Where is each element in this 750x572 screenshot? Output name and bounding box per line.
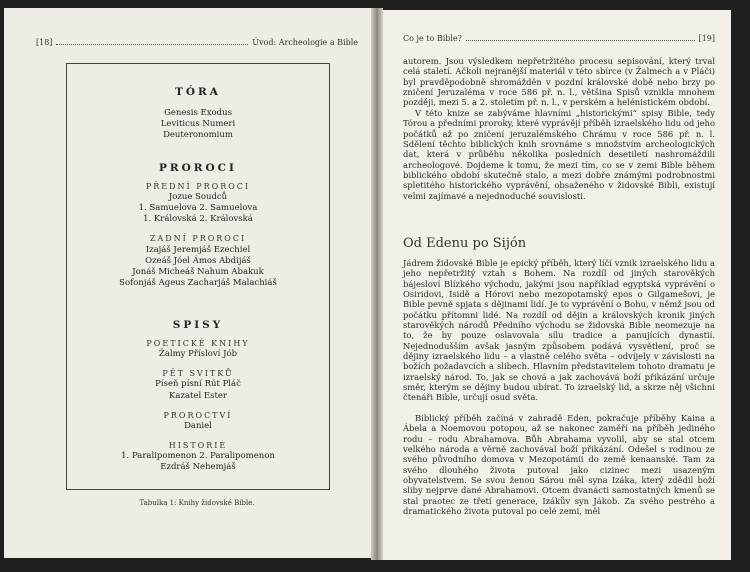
proroci-title: PROROCI (159, 162, 237, 174)
proroctvi-title: PROROCTVÍ (163, 410, 233, 420)
tora-line: Genesis Exodus (164, 107, 232, 118)
left-page-header (36, 38, 358, 47)
historie-line: 1. Paralipomenon 2. Paralipomenon (121, 451, 275, 462)
bible-books-table (66, 63, 330, 490)
body-paragraph: Jádrem židovské Bible je epický příběh, který líčí vznik izraelského lidu a jeho nepřetržitý vztah s Bohem. Na rozdíl od jiných starověkých bájesloví Blízkého východu, jakými jsou například egyptská vyprávění o Osiridovi, Isidě a Hórovi nebo mezopotamský epos o Gilgamešovi, je Bible pevně spjata s dějinami lidí. Je to vyprávění o Bohu, v němž jsou od počátku přítomni lidé. Na rozdíl od dějin a královských kronik jiných starověkých národů Předního východu se židovská Bible neomezuje na to, že by pouze oslavovala sílu tradice a panujících dynastií. Nejednodušším avšak jasným způsobem podává vysvětlení, proč se dějiny izraelského lidu – a vlastně celého světa – odvíjely v závislosti na božích požadavcích a slibech. Hlavním představitelem tohoto dramatu je izraelský národ. To, jak se chová a jak zachovává boží přikázání určuje směr, kterým se dějiny budou ubírat. To izraelský lid, a skrze něj všichni čtenáři Bible, určují osud světa. (403, 258, 715, 403)
predni-line: 1. Královská 2. Královská (143, 214, 253, 225)
left-page-number: [18] (36, 38, 53, 47)
book-gutter (371, 8, 383, 560)
left-running-title: Úvod: Archeologie a Bible (252, 38, 358, 47)
proroci-section (67, 162, 329, 289)
right-page-number: [19] (698, 34, 715, 43)
right-running-title: Co je to Bible? (403, 34, 462, 43)
historie-line: Ezdráš Nehemjáš (160, 462, 236, 473)
tora-section (67, 86, 329, 141)
predni-line: Jozue Soudců (168, 192, 228, 203)
poeticke-knihy-title: POETICKÉ KNIHY (146, 338, 250, 348)
zadni-line: Sofonjáš Ageus Zacharjáš Malachiáš (119, 277, 277, 288)
body-paragraph: Biblický příběh začíná v zahradě Eden, pokračuje příběhy Kaina a Ábela a Noemovou potopou, až se nakonec zaměří na příběh jediného rodu – rodu Abrahamova. Bůh Abrahama vyvolil, aby se stal otcem velkého národa a věrně zachovával boží přikázání. Odešel s rodinou ze svého původního domova v Mezopotámii do země kenaanské. Tam za svého dlouhého života putoval jako cizinec mezi usazeným obyvatelstvem. Se svou ženou Sárou měl syna Izáka, který zdědil boží sliby nejprve dané Abrahamovi. Otcem dvanácti samostatných kmenů se stal praotec ze třetí generace, Izákův syn Jákob. Za svého pestrého a dramatického života putoval po celé zemi, měl (403, 413, 715, 517)
proroctvi-line: Daniel (184, 420, 212, 431)
zadni-line: Ozeáš Jóel Ámos Abdijáš (145, 255, 251, 266)
tora-line: Deuteronomium (163, 129, 233, 140)
tora-line: Leviticus Numeri (160, 118, 236, 129)
right-page (383, 10, 731, 560)
zadni-proroci-title: ZADNÍ PROROCI (149, 234, 247, 244)
poeticke-line: Žalmy Přísloví Jób (158, 349, 238, 360)
svitku-line: Kazatel Ester (169, 390, 227, 401)
tora-title: TÓRA (175, 86, 221, 98)
pet-svitku-title: PĚT SVITKŮ (162, 369, 234, 379)
header-dot-leader (56, 38, 248, 45)
zadni-line: Jonáš Micheáš Nahum Abakuk (132, 266, 264, 277)
zadni-line: Izajáš Jeremjáš Ezechiel (145, 244, 251, 255)
spisy-title: SPISY (172, 319, 224, 331)
predni-line: 1. Samuelova 2. Samuelova (138, 203, 258, 214)
table-caption: Tabulka 1: Knihy židovské Bible. (139, 499, 255, 507)
svitku-line: Píseň písní Rút Pláč (155, 379, 241, 390)
historie-title: HISTORIE (168, 441, 228, 450)
predni-proroci-title: PŘEDNÍ PROROCI (145, 181, 251, 191)
body-paragraph: autorem. Jsou výsledkem nepřetržitého procesu sepisování, který trval celá staletí. Ačkoli nejranější materiál v této sbírce (v Žalmech a v Pláči) byl pravděpodobně shromážděn v pozdní královské době nebo brzy po zničení Jeruzaléma v roce 586 př. n. l., většina Spisů vznikla mnohem později, mezi 5. a 2. stoletím př. n. l., v perském a helénistickém období. (403, 56, 715, 108)
left-page (4, 8, 371, 558)
body-paragraph: V této knize se zabýváme hlavními „historickými“ spisy Bible, tedy Tórou a předními proroky, které vyprávějí příběh izraelského lidu od jeho počátků až po zničení jeruzalémského Chrámu v roce 586 př. n. l. Sdělení těchto biblických knih srovnáme s množstvím archeologických dat, která v průběhu několika posledních desetiletí nashromáždili archeologové. Dojdeme k tomu, že mezi tím, co se v zemi Bible během biblického období skutečně stalo, a mezi dobře známými podrobnostmi spletitého historického vyprávění, obsaženého v židovské Bibli, existují velmi zajímavé a nejednoduché souvislosti. (403, 108, 715, 201)
right-page-header (403, 34, 715, 43)
section-heading: Od Edenu po Sijón (403, 236, 527, 251)
header-dot-leader (466, 34, 695, 41)
spisy-section (67, 319, 329, 473)
